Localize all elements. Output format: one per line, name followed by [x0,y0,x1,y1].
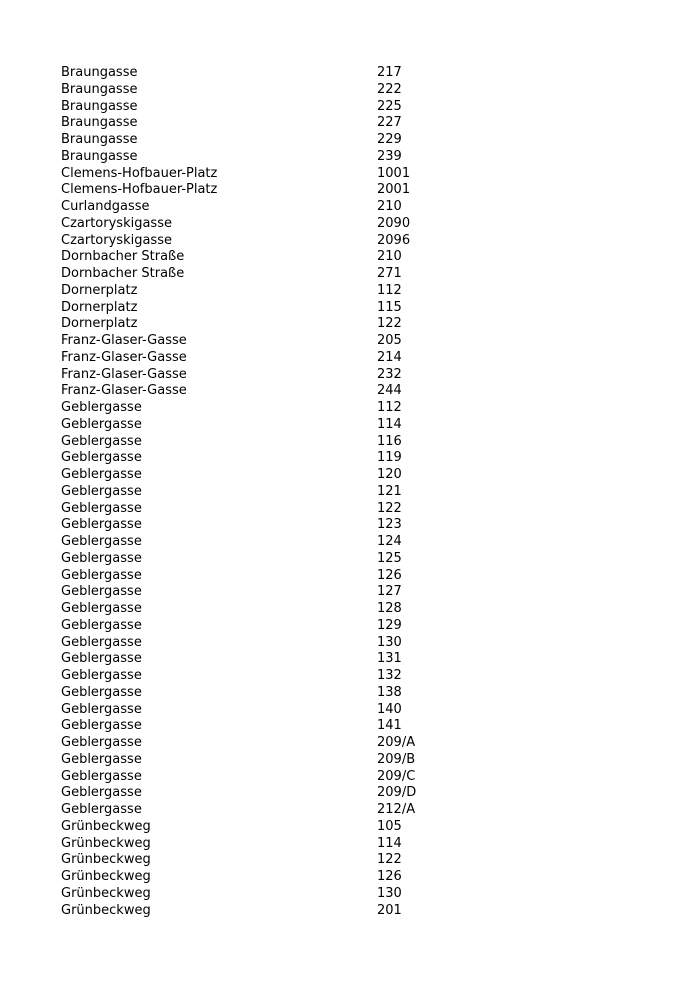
street-name-cell: Grünbeckweg [61,835,151,851]
house-number-cell: 244 [377,383,402,399]
house-number-cell: 271 [377,266,402,281]
table-row [61,266,481,283]
table-row [61,283,481,300]
table-row [61,618,481,635]
house-number-cell: 127 [377,584,402,600]
street-name-cell: Dornbacher Straße [61,266,185,281]
street-name-cell: Braungasse [61,132,138,147]
table-row [61,216,481,233]
house-number-cell: 138 [377,684,402,700]
street-name-cell: Geblergasse [61,433,142,449]
street-name-cell: Grünbeckweg [61,869,151,884]
house-number-cell: 122 [377,500,402,516]
table-row [61,601,481,618]
street-name-cell: Geblergasse [61,534,142,549]
table-row [61,233,481,250]
street-name-cell: Dornerplatz [61,282,138,298]
street-name-cell: Geblergasse [61,701,142,717]
house-number-cell: 217 [377,65,402,80]
house-number-cell: 122 [377,852,402,868]
table-row [61,869,481,886]
street-name-cell: Geblergasse [61,634,142,650]
table-row [61,769,481,786]
table-row [61,400,481,417]
house-number-cell: 112 [377,400,402,415]
house-number-cell: 130 [377,885,402,901]
house-number-cell: 201 [377,902,402,918]
table-row [61,635,481,652]
house-number-cell: 141 [377,718,402,734]
table-row [61,584,481,601]
street-name-cell: Grünbeckweg [61,885,151,901]
house-number-cell: 120 [377,467,402,482]
table-row [61,685,481,702]
street-name-cell: Franz-Glaser-Gasse [61,383,187,399]
street-name-cell: Geblergasse [61,768,142,784]
house-number-cell: 1001 [377,165,411,181]
table-row [61,651,481,668]
table-row [61,568,481,585]
table-row [61,467,481,484]
street-name-cell: Geblergasse [61,785,142,801]
table-row [61,785,481,802]
house-number-cell: 210 [377,249,402,265]
house-number-cell: 209/D [377,785,417,801]
table-row [61,836,481,853]
address-table [61,65,481,919]
street-name-cell: Geblergasse [61,483,142,499]
house-number-cell: 126 [377,869,402,884]
house-number-cell: 125 [377,550,402,566]
table-row [61,819,481,836]
table-row [61,383,481,400]
house-number-cell: 114 [377,835,402,851]
street-name-cell: Braungasse [61,65,138,80]
table-row [61,534,481,551]
street-name-cell: Geblergasse [61,450,142,466]
street-name-cell: Geblergasse [61,735,142,750]
house-number-cell: 2001 [377,182,411,198]
street-name-cell: Curlandgasse [61,199,150,214]
house-number-cell: 131 [377,651,402,667]
table-row [61,702,481,719]
house-number-cell: 210 [377,199,402,214]
table-row [61,132,481,149]
house-number-cell: 121 [377,483,402,499]
house-number-cell: 130 [377,634,402,650]
table-row [61,802,481,819]
house-number-cell: 214 [377,349,402,365]
table-row [61,182,481,199]
street-name-cell: Geblergasse [61,617,142,633]
house-number-cell: 209/C [377,768,416,784]
table-row [61,501,481,518]
house-number-cell: 225 [377,98,402,114]
table-row [61,115,481,132]
house-number-cell: 239 [377,148,402,164]
table-row [61,199,481,216]
house-number-cell: 105 [377,818,402,834]
table-row [61,484,481,501]
street-name-cell: Geblergasse [61,550,142,566]
table-row [61,99,481,116]
street-name-cell: Clemens-Hofbauer-Platz [61,182,218,198]
table-row [61,149,481,166]
street-name-cell: Braungasse [61,98,138,114]
table-row [61,517,481,534]
street-name-cell: Braungasse [61,81,138,97]
street-name-cell: Geblergasse [61,668,142,683]
house-number-cell: 123 [377,517,402,533]
street-name-cell: Geblergasse [61,584,142,600]
table-row [61,65,481,82]
house-number-cell: 122 [377,316,402,332]
street-name-cell: Grünbeckweg [61,902,151,918]
table-row [61,903,481,920]
street-name-cell: Czartoryskigasse [61,232,172,248]
street-name-cell: Dornerplatz [61,316,138,332]
house-number-cell: 2096 [377,232,411,248]
table-row [61,752,481,769]
street-name-cell: Geblergasse [61,601,142,616]
street-name-cell: Geblergasse [61,500,142,516]
house-number-cell: 209/B [377,751,416,767]
street-name-cell: Franz-Glaser-Gasse [61,333,187,348]
table-row [61,718,481,735]
table-row [61,434,481,451]
table-row [61,333,481,350]
house-number-cell: 119 [377,450,402,466]
house-number-cell: 116 [377,433,402,449]
house-number-cell: 114 [377,416,402,432]
street-name-cell: Geblergasse [61,400,142,415]
street-name-cell: Clemens-Hofbauer-Platz [61,165,218,181]
street-name-cell: Dornerplatz [61,299,138,315]
house-number-cell: 112 [377,282,402,298]
table-row [61,450,481,467]
street-name-cell: Geblergasse [61,416,142,432]
street-name-cell: Geblergasse [61,651,142,667]
house-number-cell: 128 [377,601,402,616]
house-number-cell: 229 [377,132,402,147]
table-row [61,316,481,333]
street-name-cell: Franz-Glaser-Gasse [61,366,187,382]
house-number-cell: 227 [377,115,402,131]
street-name-cell: Geblergasse [61,517,142,533]
table-row [61,249,481,266]
street-name-cell: Dornbacher Straße [61,249,185,265]
street-name-cell: Geblergasse [61,567,142,583]
house-number-cell: 132 [377,668,402,683]
table-row [61,350,481,367]
street-name-cell: Grünbeckweg [61,852,151,868]
street-name-cell: Braungasse [61,115,138,131]
house-number-cell: 140 [377,701,402,717]
table-row [61,300,481,317]
house-number-cell: 209/A [377,735,416,750]
street-name-cell: Geblergasse [61,684,142,700]
table-row [61,886,481,903]
house-number-cell: 2090 [377,215,411,231]
street-name-cell: Geblergasse [61,467,142,482]
table-row [61,852,481,869]
table-row [61,367,481,384]
table-row [61,166,481,183]
house-number-cell: 115 [377,299,402,315]
house-number-cell: 212/A [377,802,416,817]
house-number-cell: 205 [377,333,402,348]
house-number-cell: 222 [377,81,402,97]
table-row [61,82,481,99]
table-row [61,417,481,434]
street-name-cell: Geblergasse [61,802,142,817]
table-row [61,551,481,568]
house-number-cell: 124 [377,534,402,549]
street-name-cell: Braungasse [61,148,138,164]
house-number-cell: 129 [377,617,402,633]
street-name-cell: Czartoryskigasse [61,215,172,231]
house-number-cell: 126 [377,567,402,583]
table-row [61,735,481,752]
table-row [61,668,481,685]
house-number-cell: 232 [377,366,402,382]
street-name-cell: Grünbeckweg [61,818,151,834]
street-name-cell: Franz-Glaser-Gasse [61,349,187,365]
street-name-cell: Geblergasse [61,751,142,767]
street-name-cell: Geblergasse [61,718,142,734]
